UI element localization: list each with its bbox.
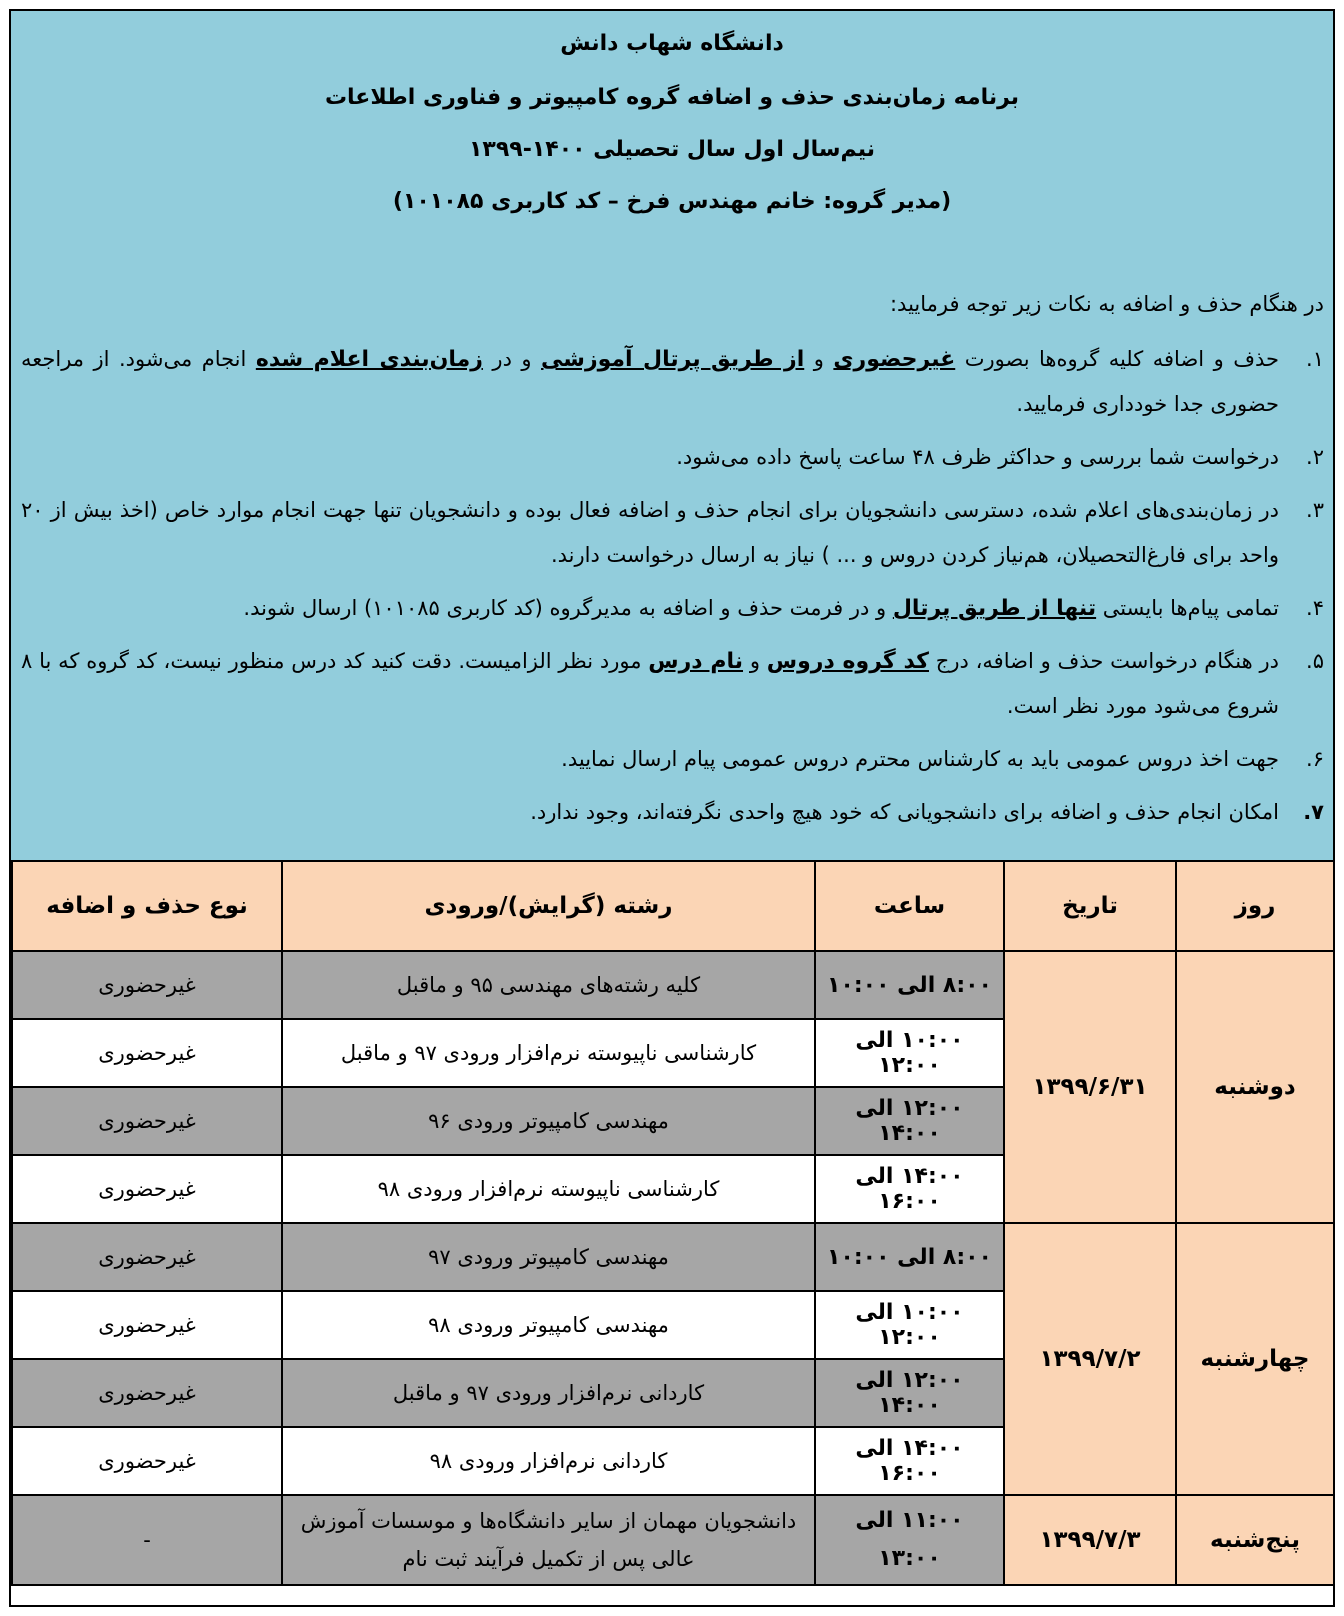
cell-field: مهندسی کامپیوتر ورودی ۹۶	[282, 1087, 815, 1155]
note-text: و در	[482, 347, 542, 371]
note-text: انجام می‌شود. از مراجعه حضوری جدا خودداری فرمایید.	[21, 347, 1279, 416]
cell-time: ۱۰:۰۰ الی ۱۲:۰۰	[815, 1019, 1004, 1087]
cell-type: غیرحضوری	[12, 1291, 282, 1359]
department-head: (مدیر گروه: خانم مهندس فرخ – کد کاربری ۱۰۱۰۸۵)	[392, 189, 952, 214]
cell-field: کاردانی نرم‌افزار ورودی ۹۸	[282, 1427, 815, 1495]
cell-time: ۱۴:۰۰ الی ۱۶:۰۰	[815, 1155, 1004, 1223]
semester-title: نیم‌سال اول سال تحصیلی ۱۴۰۰-۱۳۹۹	[469, 137, 875, 162]
cell-time: ۱۰:۰۰ الی ۱۲:۰۰	[815, 1291, 1004, 1359]
table-row	[12, 1223, 1334, 1291]
notes-intro: در هنگام حذف و اضافه به نکات زیر توجه فرمایید:	[889, 292, 1324, 316]
header-field: رشته (گرایش)/ورودی	[282, 861, 815, 951]
cell-time: ۱۴:۰۰ الی ۱۶:۰۰	[815, 1427, 1004, 1495]
cell-field: کاردانی نرم‌افزار ورودی ۹۷ و ماقبل	[282, 1359, 815, 1427]
header-time: ساعت	[815, 861, 1004, 951]
cell-date: ۱۳۹۹/۶/۳۱	[1004, 951, 1176, 1223]
cell-field: کلیه رشته‌های مهندسی ۹۵ و ماقبل	[282, 951, 815, 1019]
cell-type: غیرحضوری	[12, 1155, 282, 1223]
note-emphasis: از طریق پرتال آموزشی	[541, 347, 805, 372]
cell-field: دانشجویان مهمان از سایر دانشگاه‌ها و موسسات آموزش عالی پس از تکمیل فرآیند ثبت نام	[282, 1495, 815, 1585]
note-emphasis: نام درس	[648, 649, 744, 674]
cell-field: کارشناسی ناپیوسته نرم‌افزار ورودی ۹۷ و ماقبل	[282, 1019, 815, 1087]
note-item	[21, 586, 1324, 631]
cell-type: غیرحضوری	[12, 1427, 282, 1495]
note-item	[21, 737, 1324, 782]
note-number: ۶.	[1306, 747, 1324, 771]
note-text: و	[804, 347, 834, 371]
schedule-title: برنامه زمان‌بندی حذف و اضافه گروه کامپیوتر و فناوری اطلاعات	[324, 85, 1020, 110]
note-item	[21, 337, 1324, 427]
cell-type: غیرحضوری	[12, 1087, 282, 1155]
header-day: روز	[1176, 861, 1334, 951]
note-text: امکان انجام حذف و اضافه برای دانشجویانی که خود هیچ واحدی نگرفته‌اند، وجود ندارد.	[530, 800, 1279, 824]
note-item	[21, 435, 1324, 480]
note-text: درخواست شما بررسی و حداکثر ظرف ۴۸ ساعت پاسخ داده می‌شود.	[676, 445, 1279, 469]
schedule-table	[11, 860, 1335, 1586]
cell-field: مهندسی کامپیوتر ورودی ۹۸	[282, 1291, 815, 1359]
note-text: جهت اخذ دروس عمومی باید به کارشناس محترم دروس عمومی پیام ارسال نمایید.	[561, 747, 1279, 771]
note-number: ۳.	[1306, 498, 1324, 522]
note-number: ۵.	[1306, 649, 1324, 673]
notes-list	[21, 337, 1324, 843]
note-text: تمامی پیام‌ها بایستی	[1096, 596, 1279, 620]
note-text: در هنگام درخواست حذف و اضافه، درج	[928, 649, 1279, 673]
cell-type: -	[12, 1495, 282, 1585]
table-header-row	[12, 861, 1334, 951]
note-text: حذف و اضافه کلیه گروه‌ها بصورت	[955, 347, 1279, 371]
cell-date: ۱۳۹۹/۷/۲	[1004, 1223, 1176, 1495]
cell-day: پنج‌شنبه	[1176, 1495, 1334, 1585]
cell-day: دوشنبه	[1176, 951, 1334, 1223]
cell-time: ۱۲:۰۰ الی ۱۴:۰۰	[815, 1359, 1004, 1427]
cell-type: غیرحضوری	[12, 951, 282, 1019]
note-item	[21, 488, 1324, 578]
header-date: تاریخ	[1004, 861, 1176, 951]
cell-type: غیرحضوری	[12, 1019, 282, 1087]
note-text: و	[743, 649, 767, 673]
cell-time: ۱۱:۰۰ الی ۱۳:۰۰	[815, 1495, 1004, 1585]
note-item	[21, 790, 1324, 835]
note-emphasis: زمان‌بندی اعلام شده	[255, 347, 483, 372]
cell-type: غیرحضوری	[12, 1223, 282, 1291]
note-number: ۷.	[1303, 800, 1324, 824]
cell-field: مهندسی کامپیوتر ورودی ۹۷	[282, 1223, 815, 1291]
note-emphasis: غیرحضوری	[833, 347, 956, 372]
cell-time: ۱۲:۰۰ الی ۱۴:۰۰	[815, 1087, 1004, 1155]
note-item	[21, 639, 1324, 729]
cell-field: کارشناسی ناپیوسته نرم‌افزار ورودی ۹۸	[282, 1155, 815, 1223]
university-name: دانشگاه شهاب دانش	[560, 31, 784, 56]
note-number: ۲.	[1306, 445, 1324, 469]
cell-day: چهارشنبه	[1176, 1223, 1334, 1495]
schedule-table-wrapper	[11, 860, 1333, 1586]
note-number: ۴.	[1306, 596, 1324, 620]
table-row	[12, 1495, 1334, 1585]
cell-time: ۸:۰۰ الی ۱۰:۰۰	[815, 1223, 1004, 1291]
note-number: ۱.	[1306, 347, 1324, 371]
header-type: نوع حذف و اضافه	[12, 861, 282, 951]
note-text: و در فرمت حذف و اضافه به مدیرگروه (کد کاربری ۱۰۱۰۸۵) ارسال شوند.	[243, 596, 893, 620]
note-emphasis: کد گروه دروس	[766, 649, 929, 674]
header-section	[11, 11, 1333, 862]
cell-time: ۸:۰۰ الی ۱۰:۰۰	[815, 951, 1004, 1019]
note-text: مورد نظر الزامیست. دقت کنید کد درس منظور نیست، کد گروه که با ۸ شروع می‌شود مورد نظر است.	[21, 649, 1279, 718]
note-emphasis: تنها از طریق پرتال	[892, 596, 1097, 621]
table-row	[12, 951, 1334, 1019]
table-body	[12, 951, 1334, 1585]
cell-type: غیرحضوری	[12, 1359, 282, 1427]
cell-date: ۱۳۹۹/۷/۳	[1004, 1495, 1176, 1585]
note-text: در زمان‌بندی‌های اعلام شده، دسترسی دانشجویان برای انجام حذف و اضافه فعال بوده و دانشجویان تنها جهت انجام موارد خاص (اخذ بیش از ۲۰ واحد برای فارغ‌التحصیلان، هم‌نیاز کردن دروس و ... ) نیاز به ارسال درخواست دارند.	[21, 498, 1279, 567]
document-page	[9, 9, 1335, 1607]
